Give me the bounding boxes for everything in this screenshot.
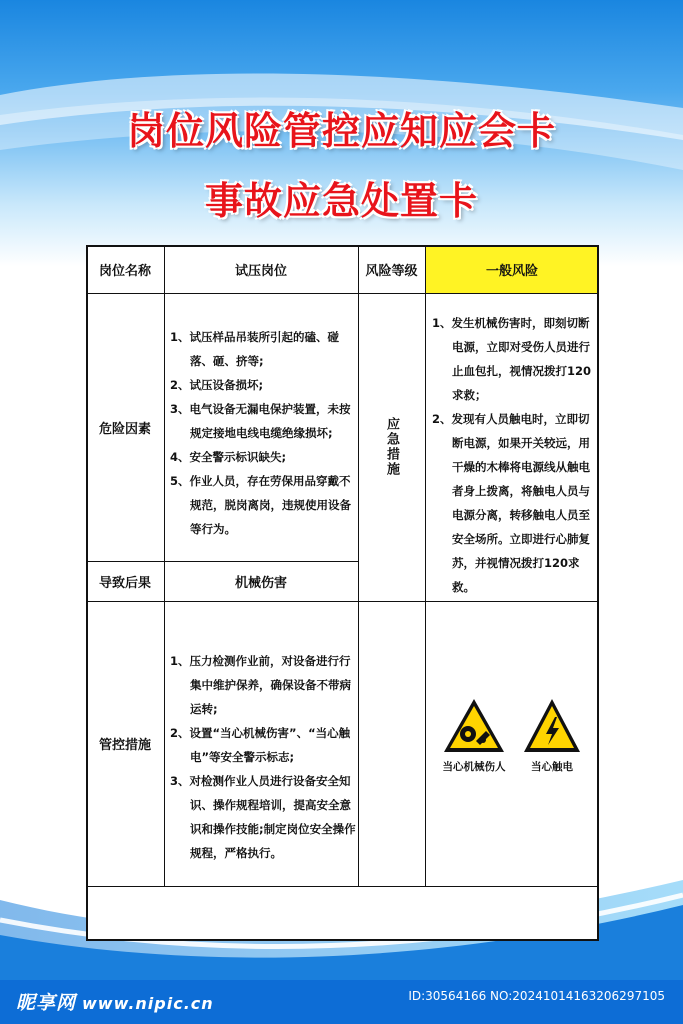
col-divider bbox=[358, 245, 359, 886]
lightning-warning-icon bbox=[522, 697, 582, 755]
control-item: 1、压力检测作业前，对设备进行行集中维护保养，确保设备不带病运转; bbox=[170, 654, 351, 716]
border-right bbox=[597, 245, 599, 941]
control-item: 2、设置“当心机械伤害”、“当心触电”等安全警示标志; bbox=[170, 726, 351, 764]
control-list bbox=[170, 649, 358, 879]
consequence-label: 导致后果 bbox=[98, 575, 151, 591]
control-item: 3、对检测作业人员进行设备安全知识、操作规程培训，提高安全意识和操作技能;制定岗位安全操作规程，严格执行。 bbox=[170, 774, 356, 860]
emergency-item: 1、发生机械伤害时，即刻切断电源，立即对受伤人员进行止血包扎，视情况拨打120求救； bbox=[432, 316, 592, 402]
sign-caption: 当心机械伤人 bbox=[442, 761, 506, 773]
hazard-item: 3、电气设备无漏电保护装置，未按规定接地电线电缆绝缘损坏; bbox=[170, 402, 351, 440]
site-logo bbox=[16, 988, 214, 1015]
mechanical-injury-sign bbox=[442, 697, 506, 774]
emergency-list bbox=[432, 311, 594, 601]
col-divider bbox=[425, 245, 426, 886]
hazard-label: 危险因素 bbox=[98, 421, 151, 437]
control-label: 管控措施 bbox=[98, 738, 151, 753]
gear-hand-warning-icon bbox=[442, 697, 506, 755]
hazard-item: 1、试压样品吊装所引起的磕、碰落、砸、挤等; bbox=[170, 330, 339, 368]
emergency-item: 2、发现有人员触电时，立即切断电源，如果开关较远，用干燥的木棒将电源线从触电者身上拨离，将触电人员与电源分离，转移触电人员至安全场所。立即进行心肺复苏，并视情况拨打120求救。 bbox=[432, 412, 590, 594]
emergency-label-cell bbox=[358, 293, 425, 601]
page-subtitle: 事故应急处置卡 bbox=[204, 179, 478, 223]
row-divider bbox=[86, 293, 599, 294]
consequence-value: 机械伤害 bbox=[234, 575, 287, 591]
post-name-label: 岗位名称 bbox=[98, 263, 151, 279]
risk-level-value: 一般风险 bbox=[425, 245, 599, 293]
site-name: 昵享网 bbox=[16, 992, 77, 1014]
sign-caption: 当心触电 bbox=[531, 761, 573, 773]
info-table bbox=[86, 245, 599, 941]
hazard-item: 2、试压设备损坏; bbox=[170, 378, 264, 392]
col-divider bbox=[164, 245, 165, 886]
border-bottom bbox=[86, 939, 599, 941]
border-left bbox=[86, 245, 88, 941]
row-divider bbox=[86, 601, 599, 602]
row-divider bbox=[86, 886, 599, 887]
emergency-label: 应急措施 bbox=[384, 417, 399, 477]
image-id-text: ID:30564166 NO:20241014163206297105 bbox=[408, 989, 665, 1003]
risk-level-label: 风险等级 bbox=[365, 263, 418, 279]
site-url: www.nipic.cn bbox=[82, 994, 214, 1013]
page-title: 岗位风险管控应知应会卡 bbox=[126, 109, 556, 153]
border-top bbox=[86, 245, 599, 247]
electric-shock-sign bbox=[522, 697, 582, 774]
post-name-value: 试压岗位 bbox=[234, 263, 287, 279]
hazard-item: 5、作业人员，存在劳保用品穿戴不规范，脱岗离岗，违规使用设备等行为。 bbox=[170, 474, 351, 536]
hazard-list bbox=[170, 325, 358, 555]
hazard-item: 4、安全警示标识缺失; bbox=[170, 450, 287, 464]
row-divider bbox=[86, 561, 358, 562]
